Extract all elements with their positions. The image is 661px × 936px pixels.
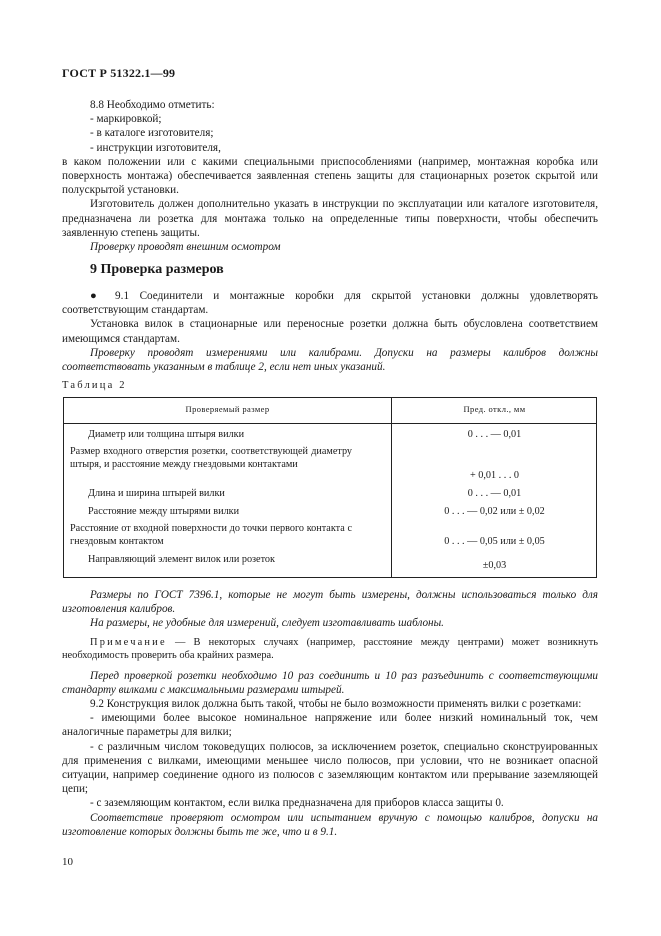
after-table-text — [62, 588, 598, 839]
table-row-value: 0 . . . — 0,05 или ± 0,05 — [444, 536, 545, 547]
table-row-label: Направляющий элемент вилок или розеток — [88, 554, 275, 565]
table-row-value: + 0,01 . . . 0 — [469, 470, 520, 481]
check-note: Проверку проводят измерениями или калибрами. Допуски на размеры калибров должны соответствовать указанным в таблице 2, если нет иных указаний. — [62, 346, 598, 374]
section-9-1 — [62, 289, 598, 374]
standard-header: ГОСТ Р 51322.1—99 — [62, 66, 176, 80]
note-label: Примечание — [90, 636, 167, 648]
check-note: Проверку проводят внешним осмотром — [90, 241, 281, 254]
paragraph: в каком положении или с какими специальными приспособлениями (например, монтажная коробка или поверхность монтажа) обеспечивается заявленная степень защиты для стационарных розеток скрытой или полускрытой установки. — [62, 155, 598, 197]
paragraph: Изготовитель должен дополнительно указать в инструкции по эксплуатации или каталоге изготовителя, предназначена ли розетка для монтажа только на определенные типы поверхности, чтобы обеспечить заявленную степень защиты. — [62, 198, 598, 239]
note-text: — В некоторых случаях (например, расстояние между центрами) может возникнуть необходимость проверить оба крайних размера. — [62, 636, 598, 662]
paragraph: На размеры, не удобные для измерений, следует изготавливать шаблоны. — [90, 617, 444, 630]
section-8-8 — [62, 98, 598, 254]
table-row-value: 0 . . . — 0,02 или ± 0,02 — [444, 506, 545, 517]
paragraph: Перед проверкой розетки необходимо 10 раз соединить и 10 раз разъединить с соответствующими стандарту вилками с максимальными размерами штырей. — [62, 669, 598, 696]
paragraph-8-8: 8.8 Необходимо отметить: — [90, 99, 215, 111]
paragraph-9-1: ● 9.1 Соединители и монтажные коробки для скрытой установки должны удовлетворять соответствующим стандартам. — [62, 290, 598, 317]
paragraph: Размеры по ГОСТ 7396.1, которые не могут быть измерены, должны использоваться только для изготовления калибров. — [62, 589, 598, 616]
table-2 — [63, 397, 597, 578]
table-row-value: ±0,03 — [482, 560, 507, 571]
list-item: - маркировкой; — [90, 113, 162, 126]
column-header-size: Проверяемый размер — [185, 404, 270, 414]
header-divider — [64, 423, 596, 424]
table-row-label: Расстояние между штырями вилки — [88, 506, 240, 517]
list-item: - инструкции изготовителя, — [90, 141, 221, 154]
note — [62, 636, 598, 663]
paragraph-9-2: 9.2 Конструкция вилок должна быть такой, чтобы не было возможности применять вилки с розетками: — [90, 698, 582, 711]
table-row-label: Диаметр или толщина штыря вилки — [88, 429, 245, 440]
paragraph: Установка вилок в стационарные или переносные розетки должна быть обусловлена соответствием имеющимся стандартам. — [62, 318, 598, 345]
list-item: - имеющими более высокое номинальное напряжение или более низкий номинальный ток, чем аналогичные параметры для вилки; — [62, 712, 598, 739]
list-item: - с заземляющим контактом, если вилка предназначена для приборов класса защиты 0. — [90, 797, 504, 810]
page-number: 10 — [62, 856, 73, 868]
table-caption: Таблица 2 — [62, 380, 127, 391]
table-row-label: Длина и ширина штырей вилки — [88, 488, 225, 499]
column-header-tolerance: Пред. откл., мм — [463, 404, 526, 414]
list-item: - в каталоге изготовителя; — [90, 127, 214, 140]
check-note: Соответствие проверяют осмотром или испытанием вручную с помощью калибров, допуски на изготовление которых должны быть те же, что и в 9.1. — [62, 811, 598, 838]
table-row-label: Расстояние от входной поверхности до точки первого контакта с гнездовым контактом — [70, 523, 352, 547]
list-item: - с различным числом токоведущих полюсов, за исключением розеток, специально сконструированных для применения с вилками, имеющими меньшее число полюсов, при условии, что не возникает опасной ситуации, например соединение одного из полюсов с заземляющим контактом или прерывание заземляющей цепи; — [62, 740, 598, 796]
table-row-value: 0 . . . — 0,01 — [467, 429, 522, 440]
table-row-value: 0 . . . — 0,01 — [467, 488, 522, 499]
table-row-label: Размер входного отверстия розетки, соответствующей диаметру штыря, и расстояние между гнездовыми контактами — [70, 446, 352, 470]
section-9-title: 9 Проверка размеров — [90, 262, 224, 277]
